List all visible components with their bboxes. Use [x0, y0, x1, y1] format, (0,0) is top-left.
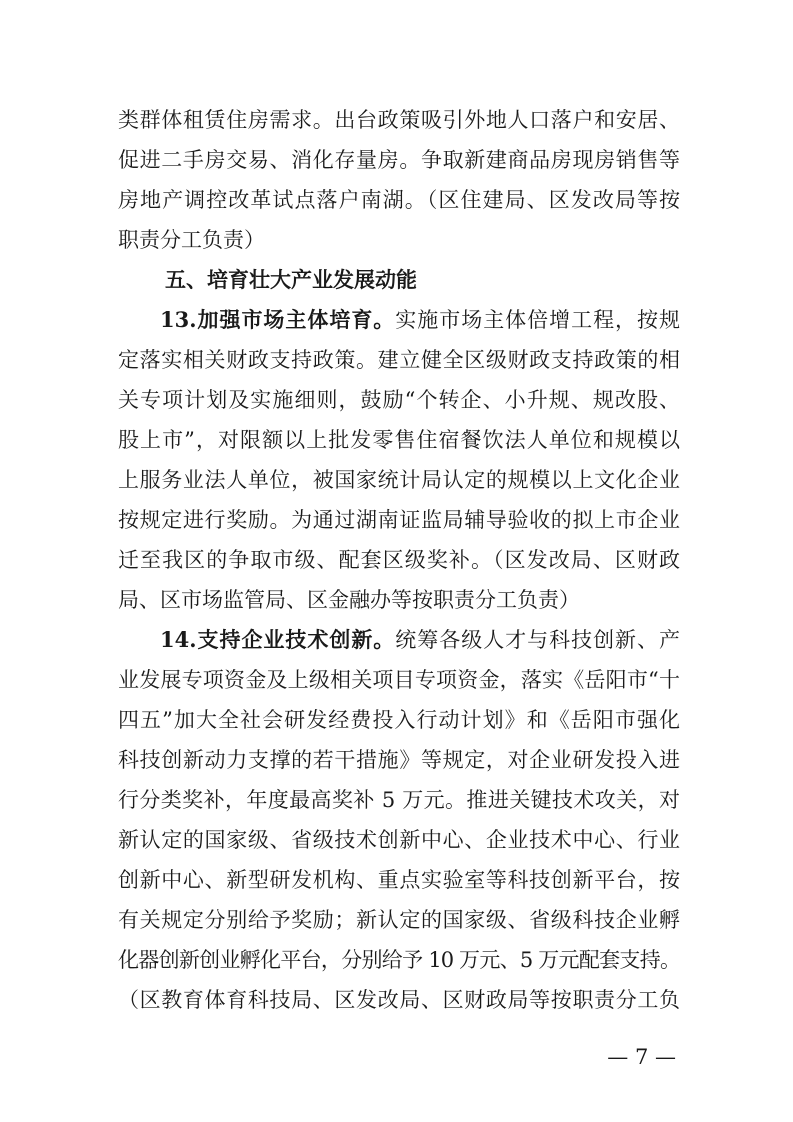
item-14-title: 14.支持企业技术创新。	[160, 627, 396, 652]
paragraph-item-13	[118, 300, 680, 620]
text-line: 四五”加大全社会研发经费投入行动计划》和《岳阳市强化	[118, 708, 680, 732]
text-run: 实施市场主体倍增工程，按规	[395, 308, 680, 332]
text-line: 新认定的国家级、省级技术创新中心、企业技术中心、行业	[118, 828, 680, 852]
text-line: 促进二手房交易、消化存量房。争取新建商品房现房销售等	[118, 148, 680, 172]
text-line: （区教育体育科技局、区发改局、区财政局等按职责分工负	[118, 988, 680, 1012]
text-line: 有关规定分别给予奖励；新认定的国家级、省级科技企业孵	[118, 908, 680, 932]
text-line: 按规定进行奖励。为通过湖南证监局辅导验收的拟上市企业	[118, 508, 680, 532]
text-line: 定落实相关财政支持政策。建立健全区级财政支持政策的相	[118, 348, 680, 372]
text-line: 关专项计划及实施细则，鼓励“个转企、小升规、规改股、	[118, 388, 680, 412]
paragraph-item-14	[118, 620, 680, 1020]
text-run: 统筹各级人才与科技创新、产	[395, 628, 680, 652]
text-line	[118, 620, 680, 660]
text-line: 股上市”，对限额以上批发零售住宿餐饮法人单位和规模以	[118, 428, 680, 452]
section-heading: 五、培育壮大产业发展动能	[165, 268, 417, 292]
paragraph-housing-policy	[118, 100, 680, 260]
text-line: 房地产调控改革试点落户南湖。（区住建局、区发改局等按	[118, 188, 680, 212]
text-line: 局、区市场监管局、区金融办等按职责分工负责）	[118, 588, 580, 612]
item-13-title: 13.加强市场主体培育。	[160, 307, 396, 332]
text-line: 创新中心、新型研发机构、重点实验室等科技创新平台，按	[118, 868, 680, 892]
page-number: — 7 —	[607, 1045, 676, 1069]
text-line: 科技创新动力支撑的若干措施》等规定，对企业研发投入进	[118, 748, 680, 772]
text-line: 职责分工负责）	[118, 228, 265, 252]
text-line: 迁至我区的争取市级、配套区级奖补。（区发改局、区财政	[118, 548, 680, 572]
document-body	[118, 100, 680, 1020]
text-line	[118, 300, 680, 340]
text-line: 行分类奖补，年度最高奖补 5 万元。推进关键技术攻关，对	[118, 788, 680, 812]
text-line: 类群体租赁住房需求。出台政策吸引外地人口落户和安居、	[118, 108, 680, 132]
text-line: 业发展专项资金及上级相关项目专项资金，落实《岳阳市“十	[118, 668, 680, 692]
text-line: 化器创新创业孵化平台，分别给予 10 万元、5 万元配套支持。	[118, 948, 680, 972]
text-line: 上服务业法人单位，被国家统计局认定的规模以上文化企业	[118, 468, 680, 492]
